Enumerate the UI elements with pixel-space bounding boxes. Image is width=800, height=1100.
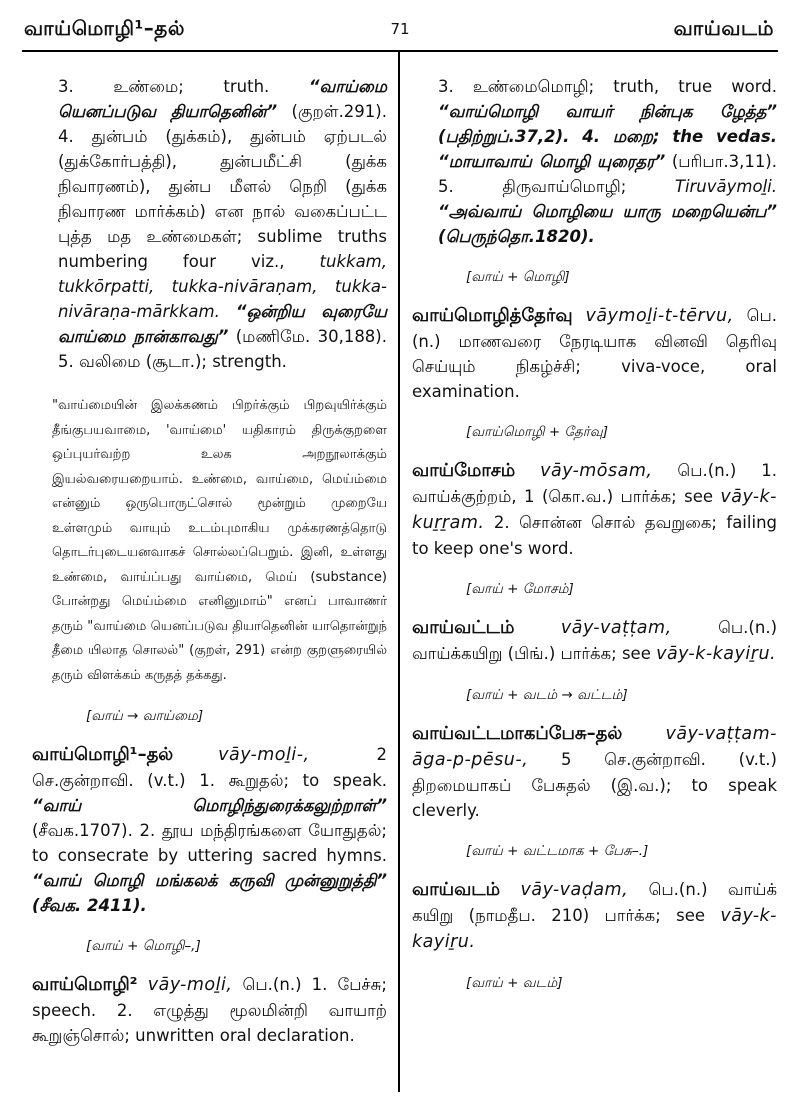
transliteration: vāy-vaṭṭam,: [560, 618, 672, 638]
citation: (சீவக. 2411).: [32, 896, 147, 915]
left-column: [32, 74, 387, 1048]
transliteration: vāymoḻi-t-tērvu,: [585, 306, 734, 326]
sense-text: (பரிபா.3,11). 5. திருவாய்மொழி;: [438, 152, 777, 196]
entry-text: பெ.(n.) 1. வாய்க்குற்றம், 1 (கொ.வ.) பார்க்க; see: [412, 461, 777, 506]
entry-text: 5 செ.குன்றாவி. (v.t.) திறமையாகப் பேசுதல் (இ.வ.); to speak cleverly.: [412, 750, 777, 820]
entry-text: (சீவக.1707). 2. தூய மந்திரங்களை யோதுதல்; to consecrate by uttering sacred hymns.: [32, 821, 387, 865]
explanatory-note: "வாய்மையின் இலக்கணம் பிறர்க்கும் பிறவுயிர்க்கும் தீங்குபயவாமை, 'வாய்மை' யதிகாரம் திருக்குறளை ஒப்புயர்வற்ற உலக அறநூலாக்கும் இயல்வரையறையாம். உண்மை, வாய்மை, மெய்ம்மை என்னும் ஒருபொருட்சொல் மூன்றும் முறையே உள்ளமும் வாயும் உடம்புமாகிய முக்கரணத்தொடு தொடர்புடையனவாகச் சொல்லப்பெறும். இனி, உள்ளது உண்மை, வாய்ப்பது வாய்மை, மெய் (substance) போன்றது மெய்ம்மை எனினுமாம்" எனப் பாவாணர் தரும் "வாய்மை யெனப்படுவ தியாதெனின் யாதொன்றுந் தீமை யிலாத சொலல்" (குறள், 291) என்ற குறளுரையில் தரும் விளக்கம் கருதத் தக்கது.: [52, 398, 387, 683]
quotation: “அவ்வாய் மொழியை யாரு மறையென்ப”: [438, 202, 777, 221]
etymology: [வாய் + மொழி–,]: [86, 938, 201, 954]
transliteration: vāy-mōsam,: [540, 461, 653, 481]
quotation: “வாய்மை யெனப்படுவ தியாதெனின்”: [58, 77, 387, 121]
column-divider: [398, 52, 400, 1092]
citation: (பெருந்தொ.1820).: [438, 227, 595, 246]
page-number: 71: [390, 20, 410, 38]
quotation: “மாயாவாய் மொழி யுரைதர”: [438, 152, 666, 171]
etymology: [வாய் + வடம்]: [466, 975, 563, 991]
page-header: [22, 10, 778, 44]
entry-text: பெ.(n.) மாணவரை நேரடியாக வினவி தெரிவு செய்யும் நிகழ்ச்சி; viva-voce, oral examination.: [412, 306, 777, 401]
headword: வாய்மொழி²: [32, 974, 138, 995]
etymology: [வாய் + வட்டமாக + பேசு–.]: [466, 843, 649, 859]
cross-reference: vāy-k-kayiṟu.: [656, 644, 777, 664]
headword: வாய்மோசம்: [412, 460, 516, 481]
header-left-guideword: வாய்மொழி¹–தல்: [24, 16, 185, 40]
dictionary-entry: [32, 972, 387, 1048]
dictionary-entry: [412, 458, 777, 561]
headword: வாய்வட்டம்: [412, 617, 515, 638]
transliteration: vāy-moḻi,: [147, 975, 233, 995]
citation: (பதிற்றுப்.37,2). 4. மறை; the vedas.: [438, 127, 777, 146]
right-column: [412, 74, 777, 1009]
dictionary-entry: [412, 615, 777, 667]
headword: வாய்மொழி¹–தல்: [32, 744, 174, 765]
cross-reference: vāy-k-kayiṟu.: [412, 906, 777, 952]
entry-text: 2. சொன்ன சொல் தவறுகை; failing to keep one's word.: [412, 513, 777, 558]
transliteration: tukkam, tukkōrpatti, tukka-nivāraṇam, tukka-nivāraṇa-mārkkam.: [58, 252, 387, 321]
headword: வாய்மொழித்தேர்வு: [412, 305, 573, 326]
transliteration: vāy-vaḍam,: [520, 880, 629, 900]
sense-text: (குறள்.291). 4. துன்பம் (துக்கம்), துன்பம் ஏற்படல் (துக்கோர்பத்தி), துன்பமீட்சி (துக்க நிவாரணம்), துன்ப மீளல் நெறி (துக்க நிவாரண மார்க்கம்) என நால் வகைப்பட்ட புத்த மத உண்மைகள்; sublime truths numbering four viz.,: [58, 102, 387, 271]
headword: வாய்வடம்: [412, 879, 501, 900]
etymology: [வாய்மொழி + தேர்வு]: [466, 424, 609, 440]
sense-text: 3. உண்மை; truth.: [58, 77, 309, 96]
quotation: “ஒன்றிய வுரையே வாய்மை நான்காவது”: [58, 302, 387, 346]
quotation: “வாய் மொழிந்துரைக்கலுற்றாள்”: [32, 796, 387, 815]
etymology: [வாய் → வாய்மை]: [86, 708, 204, 724]
sense-continuation: [412, 74, 777, 249]
transliteration: Tiruvāymoḻi.: [674, 177, 777, 196]
entry-text: பெ.(n.) வாய்க்கயிறு (பிங்.) பார்க்க; see: [412, 618, 778, 663]
sense-text: 3. உண்மைமொழி; truth, true word.: [438, 77, 777, 96]
etymology: [வாய் + மொழி]: [466, 269, 570, 285]
quotation: “வாய் மொழி மங்கலக் கருவி முன்னுறுத்தி”: [32, 871, 387, 890]
dictionary-entry: [32, 742, 387, 918]
header-right-guideword: வாய்வடம்: [673, 16, 774, 40]
entry-text: 2 செ.குன்றாவி. (v.t.) 1. கூறுதல்; to speak.: [32, 745, 387, 790]
sense-text: (மணிமே. 30,188). 5. வலிமை (சூடா.); strength.: [58, 327, 387, 371]
transliteration: vāy-vaṭṭam-āga-p-pēsu-,: [412, 724, 777, 770]
quotation: “வாய்மொழி வாயர் நின்புக ழேத்த”: [438, 102, 777, 121]
dictionary-entry: [412, 303, 777, 404]
etymology: [வாய் + வடம் → வட்டம்]: [466, 687, 628, 703]
header-rule: [22, 50, 778, 52]
entry-text: பெ.(n.) வாய்க் கயிறு (நாமதீப. 210) பார்க்க; see: [412, 880, 778, 925]
entry-text: பெ.(n.) 1. பேச்சு; speech. 2. எழுத்து மூலமின்றி வாயாற் கூறுஞ்சொல்; unwritten oral declaration.: [32, 975, 387, 1045]
transliteration: vāy-moḻi-,: [218, 745, 310, 765]
headword: வாய்வட்டமாகப்பேசு–தல்: [412, 723, 623, 744]
etymology: [வாய் + மோசம்]: [466, 581, 574, 597]
dictionary-entry: [412, 877, 777, 955]
dictionary-entry: [412, 721, 777, 823]
sense-continuation: [32, 74, 387, 374]
cross-reference: vāy-k-kuṟṟam.: [412, 487, 777, 533]
